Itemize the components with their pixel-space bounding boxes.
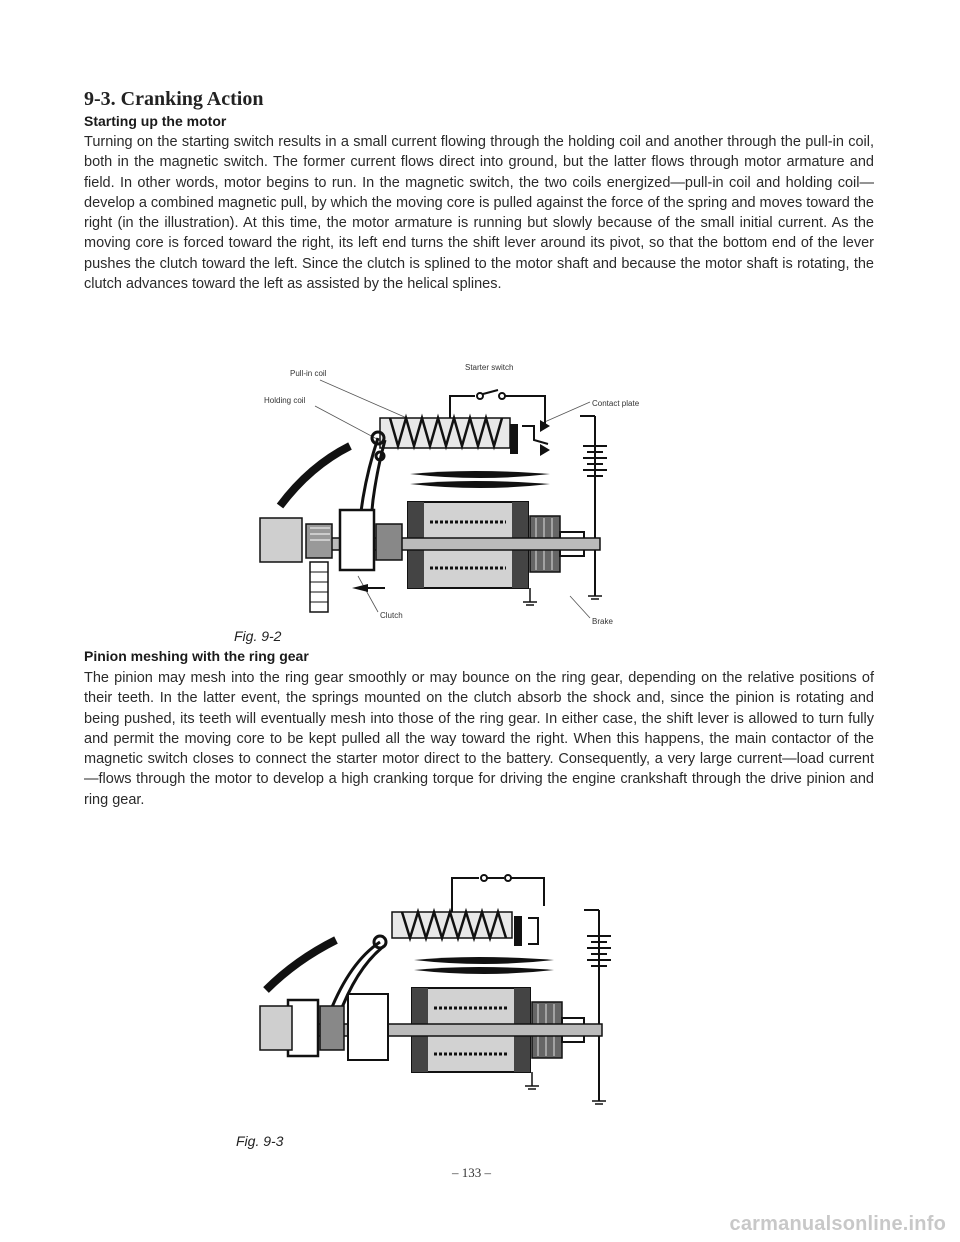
page-number: – 133 – bbox=[452, 1165, 491, 1180]
watermark: carmanualsonline.info bbox=[729, 1213, 946, 1235]
coil-spring-icon bbox=[380, 418, 550, 456]
paragraph-pinion: The pinion may mesh into the ring gear smoothly or may bounce on the ring gear, depending on the relative positions of their teeth. In the latter event, the springs mounted on the clutch absorb the shock and, since the pinion is rotating and being pushed, its teeth will eventually mesh into those of the ring gear. In either case, the shift lever is allowed to turn fully and permit the moving core to be kept pulled all the way toward the right. When this happens, the main contactor of the magnetic switch closes to connect the starter motor direct to the battery. Consequently, a very large current—load current—flows through the motor to develop a high cranking torque for driving the engine crankshaft through the drive pinion and ring gear. bbox=[84, 670, 874, 808]
figure-caption-9-2: Fig. 9-2 bbox=[234, 628, 282, 644]
field-coil-icon bbox=[410, 471, 550, 488]
label-clutch: Clutch bbox=[380, 611, 403, 620]
label-starter-switch: Starter switch bbox=[465, 363, 514, 372]
paragraph-starting: Turning on the starting switch results in a small current flowing through the holding coil and another through the pull-in coil, both in the magnetic switch. The former current flows direct into ground, but the latter flows through motor armature and field. In other words, motor begins to run. In the magnetic switch, the two coils energized—pull-in coil and holding coil—develop a combined magnetic pull, by which the moving core is pulled against the force of the spring and moves toward the right (in the illustration). At this time, the motor armature is running but slowly because of the small initial current. As the moving core is forced toward the right, its left end turns the shift lever around its pivot, so that the bottom end of the lever pushes the clutch toward the left. Since the clutch is splined to the motor shaft and because the motor shaft is rotating, the clutch advances toward the left as assisted by the helical splines. bbox=[84, 134, 874, 293]
subheading-starting: Starting up the motor bbox=[84, 113, 227, 129]
coil-spring-icon bbox=[392, 912, 538, 946]
section-title: 9-3. Cranking Action bbox=[84, 88, 264, 110]
label-contact-plate: Contact plate bbox=[592, 399, 640, 408]
label-pull-in-coil: Pull-in coil bbox=[290, 369, 327, 378]
ring-gear-icon bbox=[260, 446, 350, 612]
ground-icon bbox=[525, 1072, 606, 1104]
figure-9-2 bbox=[234, 356, 660, 644]
label-holding-coil: Holding coil bbox=[264, 396, 306, 405]
figure-caption-9-3: Fig. 9-3 bbox=[236, 1133, 284, 1149]
figure-9-3 bbox=[244, 866, 654, 1116]
field-coil-icon bbox=[414, 957, 554, 974]
subheading-pinion: Pinion meshing with the ring gear bbox=[84, 648, 309, 664]
starter-diagram-9-2 bbox=[240, 356, 660, 626]
ground-icon bbox=[523, 588, 602, 605]
starter-diagram-9-3 bbox=[244, 866, 654, 1116]
label-brake: Brake bbox=[592, 617, 613, 626]
